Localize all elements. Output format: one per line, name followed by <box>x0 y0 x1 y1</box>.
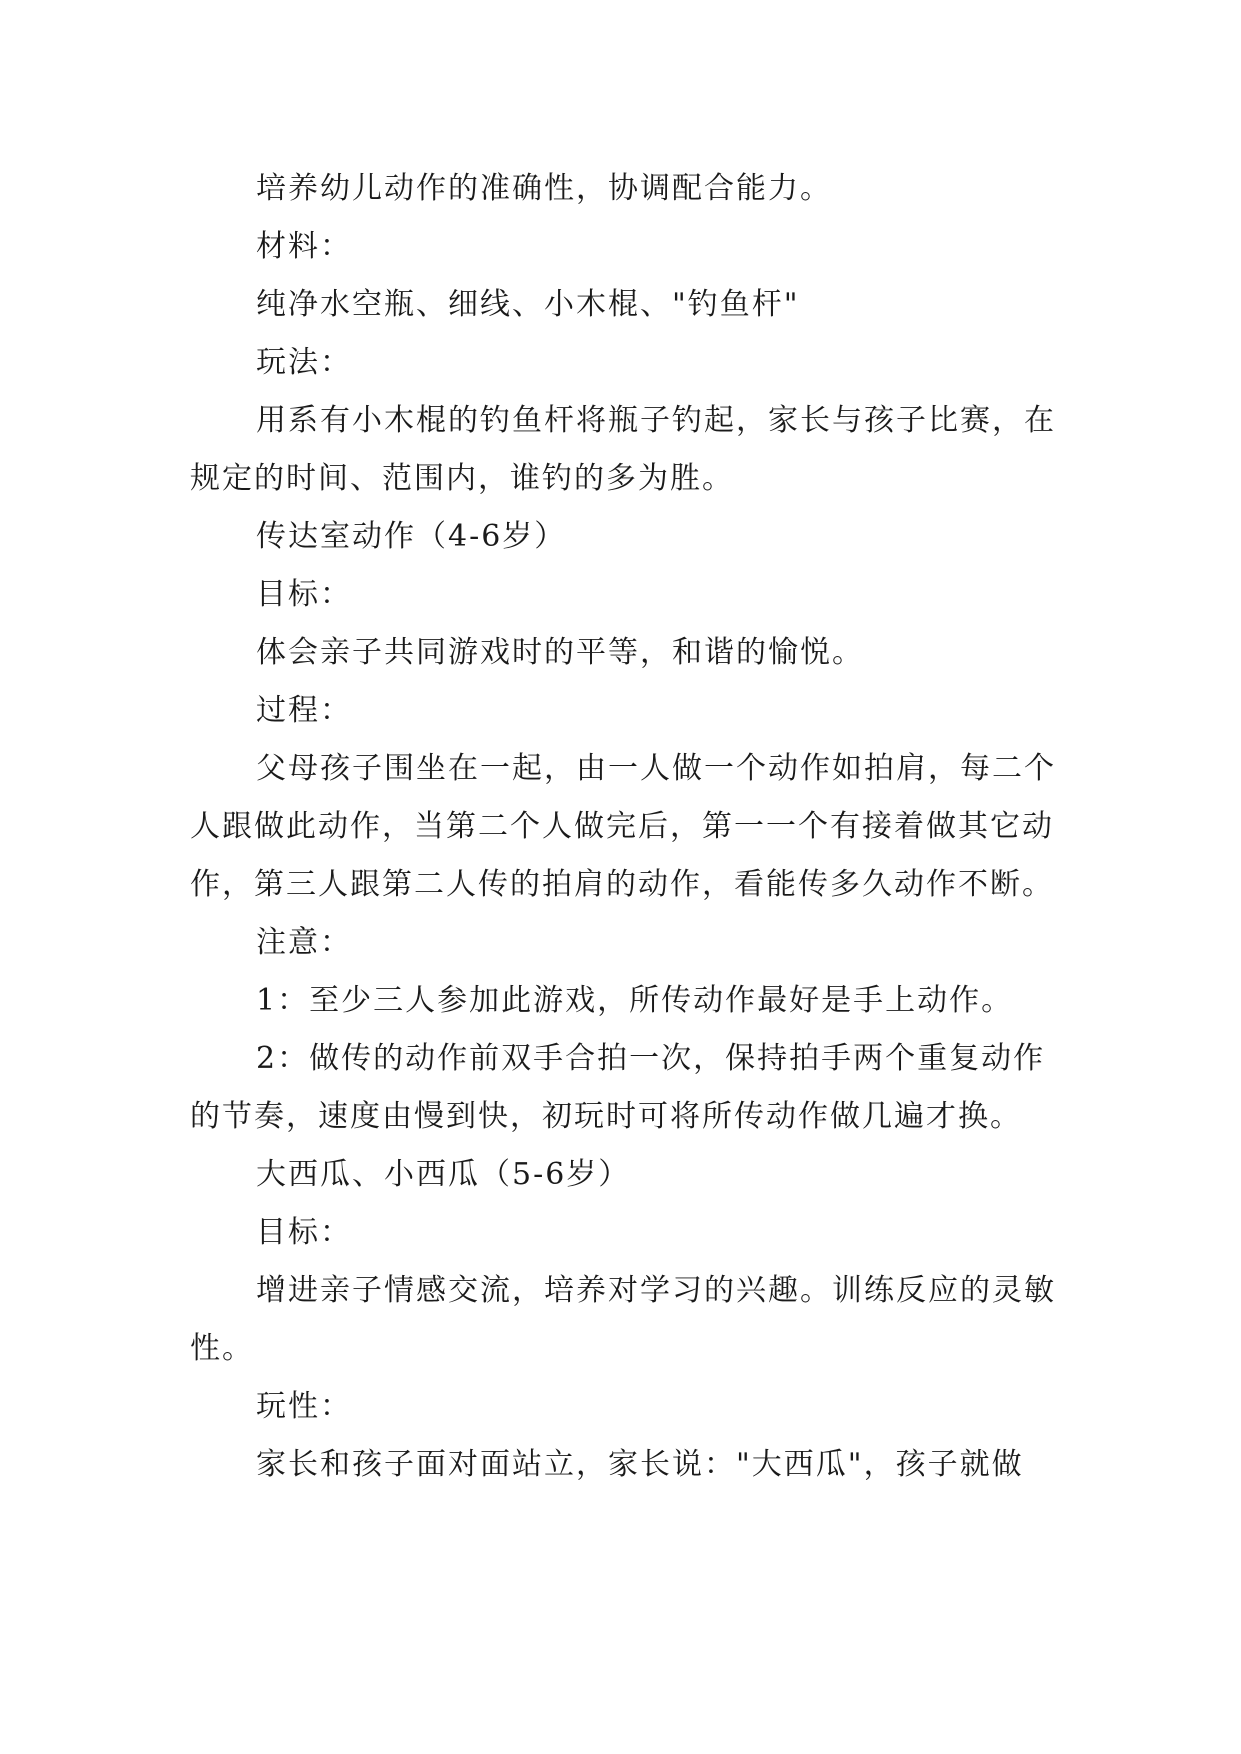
paragraph-notes-heading: 注意： <box>256 925 352 960</box>
paragraph-materials-heading: 材料： <box>256 229 352 264</box>
paragraph-play-text: 用系有小木棍的钓鱼杆将瓶子钓起，家长与孩子比赛，在规定的时间、范围内，谁钓的多为胜。 <box>190 403 1056 496</box>
document-body <box>190 160 1060 1494</box>
paragraph-goal-text: 培养幼儿动作的准确性，协调配合能力。 <box>256 171 832 206</box>
paragraph-game-title-relay: 传达室动作（4-6岁） <box>256 519 567 554</box>
paragraph-note-2: 2：做传的动作前双手合拍一次，保持拍手两个重复动作的节奏，速度由慢到快，初玩时可将所传动作做几遍才换。 <box>190 1041 1046 1134</box>
paragraph-play-text-watermelon: 家长和孩子面对面站立，家长说："大西瓜"，孩子就做 <box>256 1447 1024 1482</box>
paragraph-goal-text-relay: 体会亲子共同游戏时的平等，和谐的愉悦。 <box>256 635 864 670</box>
paragraph-process-text: 父母孩子围坐在一起，由一人做一个动作如拍肩，每二个人跟做此动作，当第二个人做完后，第一一个有接着做其它动作，第三人跟第二人传的拍肩的动作，看能传多久动作不断。 <box>190 751 1056 902</box>
paragraph-goal-heading-2: 目标： <box>256 1215 352 1250</box>
paragraph-process-heading: 过程： <box>256 693 352 728</box>
paragraph-game-title-watermelon: 大西瓜、小西瓜（5-6岁） <box>256 1157 631 1192</box>
paragraph-goal-text-watermelon: 增进亲子情感交流，培养对学习的兴趣。训练反应的灵敏性。 <box>190 1273 1056 1366</box>
paragraph-play-heading: 玩法： <box>256 345 352 380</box>
paragraph-goal-heading: 目标： <box>256 577 352 612</box>
paragraph-materials-text: 纯净水空瓶、细线、小木棍、"钓鱼杆" <box>256 287 800 322</box>
paragraph-note-1: 1：至少三人参加此游戏，所传动作最好是手上动作。 <box>256 983 1014 1018</box>
paragraph-play-heading-2: 玩性： <box>256 1389 352 1424</box>
